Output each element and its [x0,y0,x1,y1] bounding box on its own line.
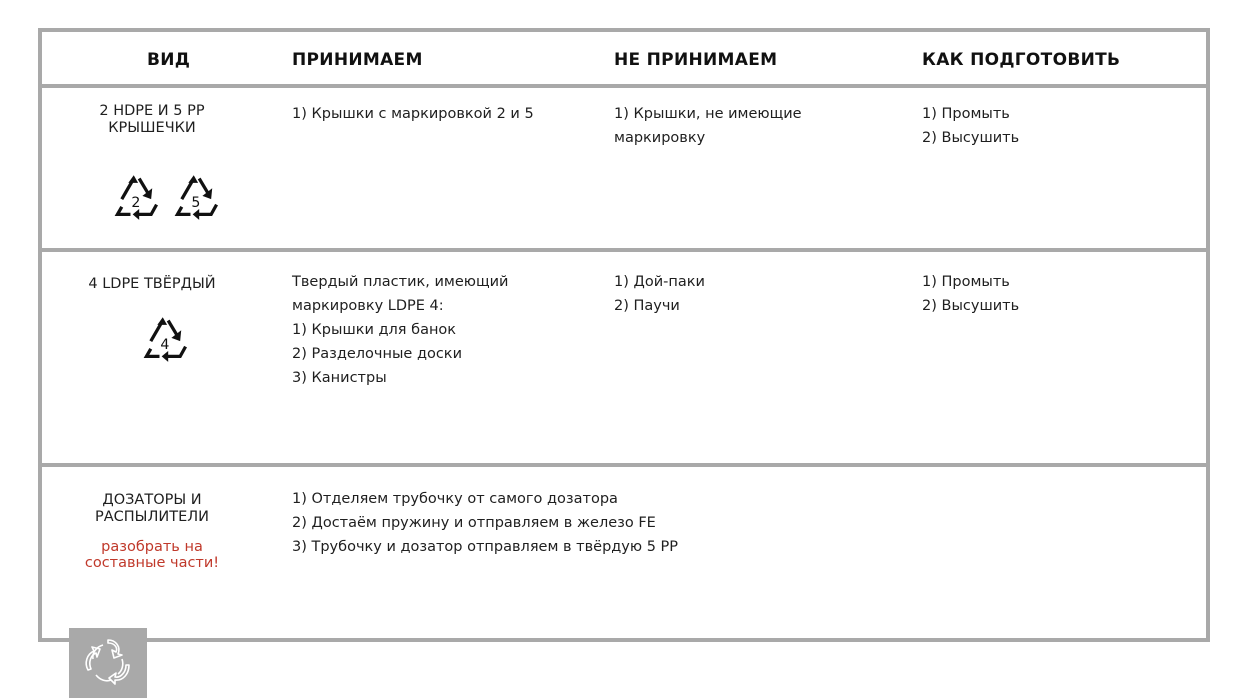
recycle-triangle-icon [172,172,222,222]
reject-cell: 1) Дой-паки 2) Паучи [614,274,705,314]
recycle-loop-icon [82,637,134,689]
row-divider [42,463,1206,467]
svg-text:4: 4 [160,336,170,353]
svg-text:2: 2 [131,194,141,211]
recycle-triangle-icon [112,172,162,222]
row-divider [42,248,1206,252]
header-prepare: КАК ПОДГОТОВИТЬ [922,50,1121,70]
header-reject: НЕ ПРИНИМАЕМ [614,50,778,70]
disassemble-note: разобрать на составные части! [84,539,220,571]
kind-dispensers: ДОЗАТОРЫ И РАСПЫЛИТЕЛИ [94,492,209,525]
header-accept: ПРИНИМАЕМ [292,50,423,70]
kind-hdpe-pp: 2 HDPE И 5 PP КРЫШЕЧКИ [99,103,205,136]
row-divider [42,84,1206,88]
steps-cell: 1) Отделяем трубочку от самого дозатора 2) Достаём пружину и отправляем в железо FE 3) Трубочку и дозатор отправляем в твёрдую 5 PP [292,491,679,555]
prepare-cell: 1) Промыть 2) Высушить [922,106,1020,146]
accept-cell: 1) Крышки с маркировкой 2 и 5 [292,106,534,122]
prepare-cell: 1) Промыть 2) Высушить [922,274,1020,314]
kind-ldpe: 4 LDPE ТВЁРДЫЙ [88,276,216,292]
reject-cell: 1) Крышки, не имеющие маркировку [614,106,802,146]
header-kind: ВИД [147,50,191,70]
recycle-triangle-icon [141,314,191,364]
recycling-table [38,28,1210,642]
corner-logo-tile [69,628,147,698]
accept-cell: Твердый пластик, имеющий маркировку LDPE 4: 1) Крышки для банок 2) Разделочные доски 3) Канистры [292,274,509,386]
svg-text:5: 5 [191,194,201,211]
